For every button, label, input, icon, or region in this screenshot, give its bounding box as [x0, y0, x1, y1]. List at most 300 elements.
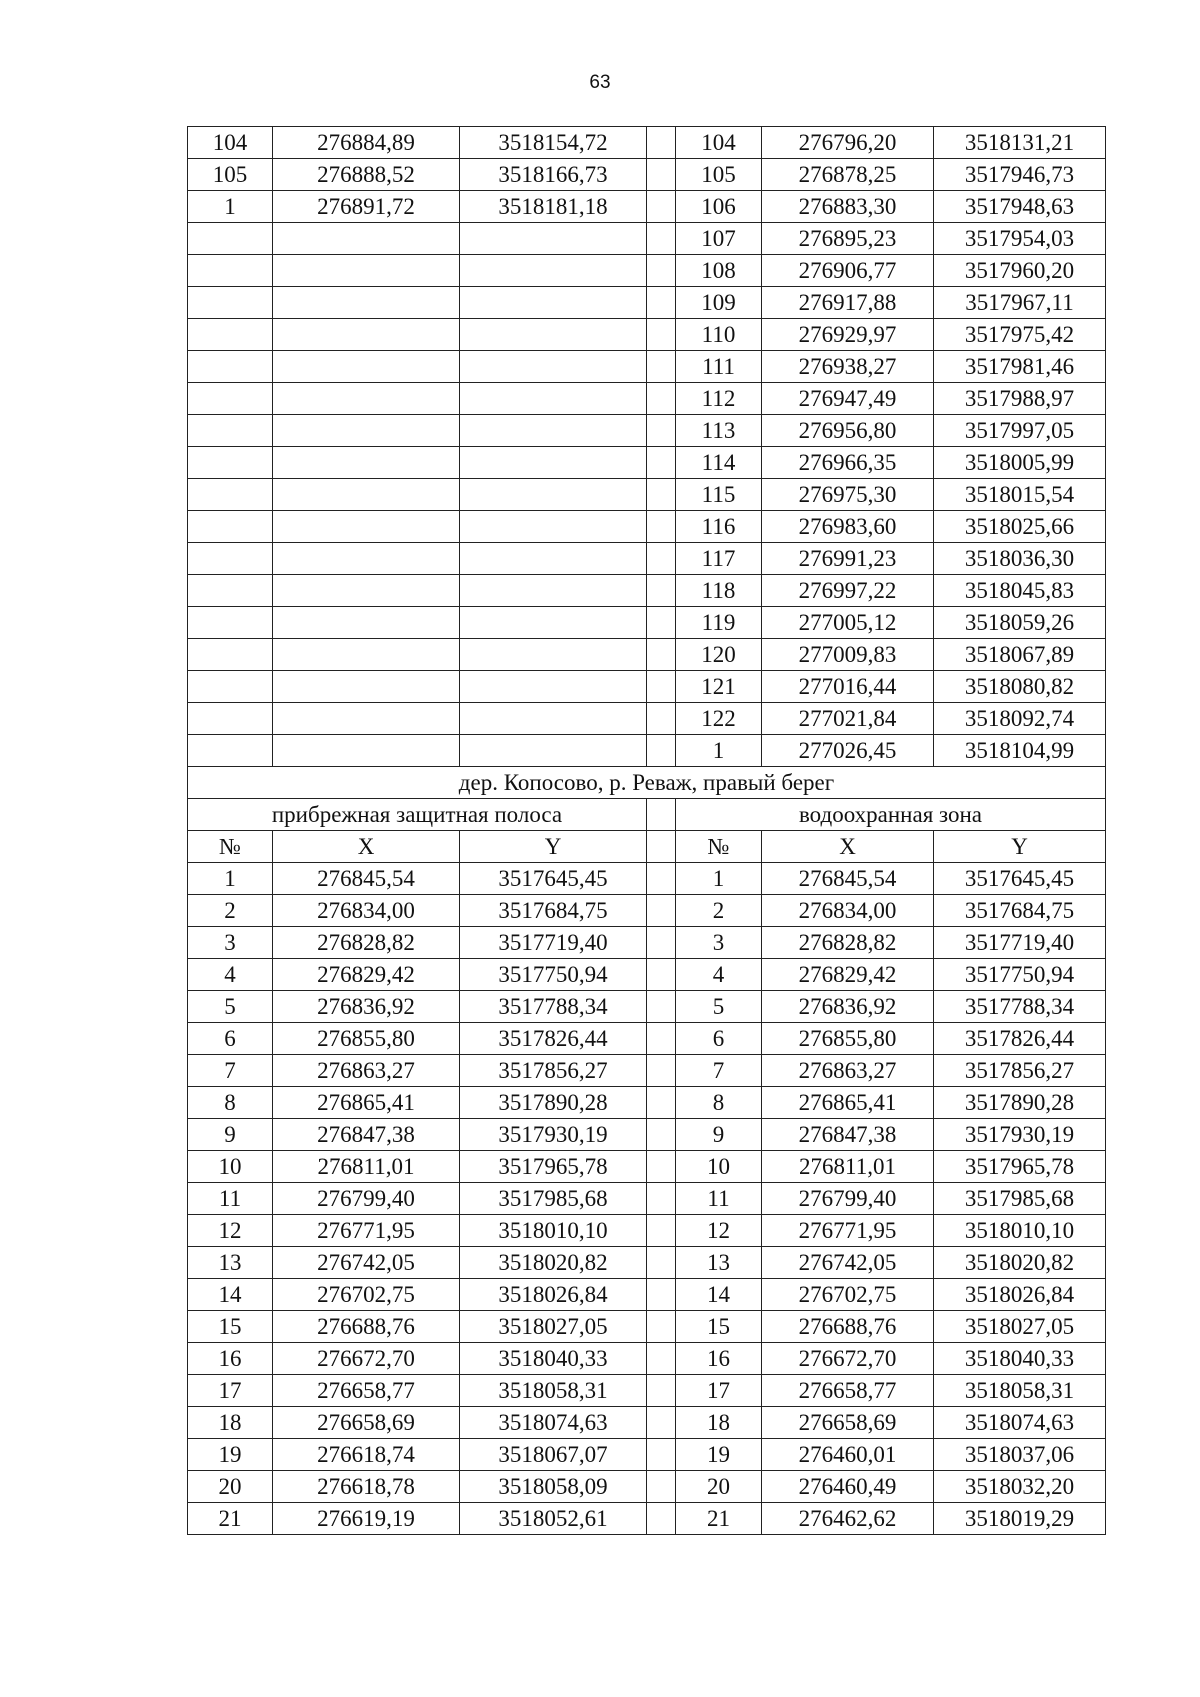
table-row — [188, 159, 1106, 191]
right-point-number-cell: 106 — [676, 191, 762, 223]
left-x-coordinate-cell: 276834,00 — [273, 895, 460, 927]
right-y-coordinate-cell: 3517750,94 — [934, 959, 1106, 991]
left-point-number-cell — [188, 351, 273, 383]
table-row — [188, 607, 1106, 639]
table-row — [188, 1311, 1106, 1343]
right-point-number-cell: 115 — [676, 479, 762, 511]
right-point-number-cell: 8 — [676, 1087, 762, 1119]
right-x-coordinate-cell: 276997,22 — [762, 575, 934, 607]
gap-cell — [647, 895, 676, 927]
left-point-number-cell: 5 — [188, 991, 273, 1023]
left-x-coordinate-cell — [273, 575, 460, 607]
table-row — [188, 383, 1106, 415]
left-y-coordinate-cell — [460, 255, 647, 287]
gap-cell — [647, 735, 676, 767]
right-x-coordinate-cell: 276956,80 — [762, 415, 934, 447]
table-row — [188, 895, 1106, 927]
gap-cell — [647, 1087, 676, 1119]
table-row — [188, 1375, 1106, 1407]
left-x-coordinate-cell — [273, 255, 460, 287]
right-y-coordinate-cell: 3517890,28 — [934, 1087, 1106, 1119]
right-point-number-cell: 21 — [676, 1503, 762, 1535]
left-y-coordinate-cell — [460, 447, 647, 479]
left-y-coordinate-cell — [460, 607, 647, 639]
right-y-coordinate-cell: 3518025,66 — [934, 511, 1106, 543]
right-x-coordinate-cell: 276771,95 — [762, 1215, 934, 1247]
right-point-number-cell: 109 — [676, 287, 762, 319]
left-y-coordinate-cell: 3518020,82 — [460, 1247, 647, 1279]
gap-cell — [647, 1055, 676, 1087]
left-x-coordinate-cell: 276891,72 — [273, 191, 460, 223]
left-y-coordinate-cell: 3517826,44 — [460, 1023, 647, 1055]
left-x-coordinate-cell: 276619,19 — [273, 1503, 460, 1535]
left-x-coordinate-cell — [273, 287, 460, 319]
right-y-coordinate-cell: 3518058,31 — [934, 1375, 1106, 1407]
left-x-coordinate-cell: 276799,40 — [273, 1183, 460, 1215]
gap-cell — [647, 927, 676, 959]
zone-heading-row — [188, 799, 1106, 831]
right-x-coordinate-cell: 276460,01 — [762, 1439, 934, 1471]
right-point-number-cell: 14 — [676, 1279, 762, 1311]
right-point-number-cell: 4 — [676, 959, 762, 991]
left-point-number-cell: 8 — [188, 1087, 273, 1119]
right-x-coordinate-cell: 276796,20 — [762, 127, 934, 159]
gap-cell — [647, 863, 676, 895]
gap-cell — [647, 255, 676, 287]
left-x-coordinate-cell: 276865,41 — [273, 1087, 460, 1119]
left-x-coordinate-cell: 276742,05 — [273, 1247, 460, 1279]
gap-cell — [647, 1407, 676, 1439]
left-y-coordinate-cell: 3518166,73 — [460, 159, 647, 191]
left-point-number-cell — [188, 607, 273, 639]
gap-cell — [647, 799, 676, 831]
right-point-number-cell: 118 — [676, 575, 762, 607]
right-point-number-cell: 17 — [676, 1375, 762, 1407]
left-point-number-cell: 11 — [188, 1183, 273, 1215]
table-row — [188, 351, 1106, 383]
left-point-number-cell: 14 — [188, 1279, 273, 1311]
left-zone-heading: прибрежная защитная полоса — [188, 799, 647, 831]
left-x-coordinate-cell: 276847,38 — [273, 1119, 460, 1151]
right-point-number-cell: 1 — [676, 863, 762, 895]
left-y-coordinate-cell — [460, 671, 647, 703]
right-x-coordinate-cell: 276917,88 — [762, 287, 934, 319]
left-point-number-cell: 7 — [188, 1055, 273, 1087]
right-point-number-cell: 7 — [676, 1055, 762, 1087]
table-row — [188, 1183, 1106, 1215]
gap-cell — [647, 287, 676, 319]
gap-cell — [647, 671, 676, 703]
right-point-number-cell: 110 — [676, 319, 762, 351]
left-y-coordinate-cell: 3517930,19 — [460, 1119, 647, 1151]
right-x-coordinate-cell: 276906,77 — [762, 255, 934, 287]
left-y-header: Y — [460, 831, 647, 863]
left-y-coordinate-cell: 3518027,05 — [460, 1311, 647, 1343]
table-row — [188, 1119, 1106, 1151]
table-row — [188, 1151, 1106, 1183]
gap-cell — [647, 1119, 676, 1151]
left-y-coordinate-cell: 3517856,27 — [460, 1055, 647, 1087]
left-point-number-cell: 21 — [188, 1503, 273, 1535]
left-point-number-cell — [188, 319, 273, 351]
right-point-number-cell: 13 — [676, 1247, 762, 1279]
left-x-coordinate-cell: 276828,82 — [273, 927, 460, 959]
left-y-coordinate-cell — [460, 223, 647, 255]
left-point-number-cell — [188, 383, 273, 415]
right-point-number-cell: 113 — [676, 415, 762, 447]
left-y-coordinate-cell: 3518058,31 — [460, 1375, 647, 1407]
left-y-coordinate-cell — [460, 415, 647, 447]
gap-cell — [647, 703, 676, 735]
left-x-coordinate-cell — [273, 639, 460, 671]
left-y-coordinate-cell — [460, 351, 647, 383]
left-y-coordinate-cell: 3518040,33 — [460, 1343, 647, 1375]
left-x-coordinate-cell: 276688,76 — [273, 1311, 460, 1343]
left-x-coordinate-cell — [273, 479, 460, 511]
right-y-coordinate-cell: 3517967,11 — [934, 287, 1106, 319]
left-x-coordinate-cell — [273, 543, 460, 575]
right-point-number-cell: 114 — [676, 447, 762, 479]
right-x-coordinate-cell: 276929,97 — [762, 319, 934, 351]
left-point-number-cell: 10 — [188, 1151, 273, 1183]
right-point-number-cell: 120 — [676, 639, 762, 671]
gap-cell — [647, 127, 676, 159]
left-point-number-cell — [188, 223, 273, 255]
right-x-header: X — [762, 831, 934, 863]
right-point-number-cell: 12 — [676, 1215, 762, 1247]
left-point-number-cell: 15 — [188, 1311, 273, 1343]
table-row — [188, 1215, 1106, 1247]
section-title: дер. Копосово, р. Реваж, правый берег — [188, 767, 1106, 799]
gap-cell — [647, 831, 676, 863]
left-y-coordinate-cell — [460, 319, 647, 351]
right-y-coordinate-cell: 3518092,74 — [934, 703, 1106, 735]
table-row — [188, 735, 1106, 767]
gap-cell — [647, 1247, 676, 1279]
table-row — [188, 575, 1106, 607]
table-row — [188, 319, 1106, 351]
left-x-header: X — [273, 831, 460, 863]
gap-cell — [647, 575, 676, 607]
right-point-number-cell: 122 — [676, 703, 762, 735]
left-point-number-cell: 19 — [188, 1439, 273, 1471]
table-row — [188, 1087, 1106, 1119]
left-x-coordinate-cell — [273, 511, 460, 543]
table-row — [188, 511, 1106, 543]
gap-cell — [647, 1183, 676, 1215]
right-point-number-cell: 6 — [676, 1023, 762, 1055]
gap-cell — [647, 319, 676, 351]
table-row — [188, 639, 1106, 671]
top-section-rows — [188, 127, 1106, 767]
left-y-coordinate-cell: 3517719,40 — [460, 927, 647, 959]
bottom-section-rows — [188, 863, 1106, 1535]
left-y-coordinate-cell: 3517788,34 — [460, 991, 647, 1023]
right-x-coordinate-cell: 276845,54 — [762, 863, 934, 895]
table-row — [188, 1343, 1106, 1375]
right-y-coordinate-cell: 3517719,40 — [934, 927, 1106, 959]
right-y-coordinate-cell: 3518020,82 — [934, 1247, 1106, 1279]
left-y-coordinate-cell — [460, 575, 647, 607]
coordinates-table — [187, 126, 1106, 1535]
right-y-coordinate-cell: 3518045,83 — [934, 575, 1106, 607]
right-x-coordinate-cell: 277009,83 — [762, 639, 934, 671]
gap-cell — [647, 351, 676, 383]
left-point-number-cell — [188, 447, 273, 479]
right-point-number-cell: 121 — [676, 671, 762, 703]
right-x-coordinate-cell: 276702,75 — [762, 1279, 934, 1311]
left-x-coordinate-cell: 276658,69 — [273, 1407, 460, 1439]
gap-cell — [647, 447, 676, 479]
right-point-number-cell: 16 — [676, 1343, 762, 1375]
right-y-coordinate-cell: 3517997,05 — [934, 415, 1106, 447]
right-y-coordinate-cell: 3518059,26 — [934, 607, 1106, 639]
right-y-coordinate-cell: 3517856,27 — [934, 1055, 1106, 1087]
left-point-number-cell — [188, 639, 273, 671]
table-row — [188, 863, 1106, 895]
right-x-coordinate-cell: 276462,62 — [762, 1503, 934, 1535]
right-y-coordinate-cell: 3517930,19 — [934, 1119, 1106, 1151]
right-x-coordinate-cell: 276895,23 — [762, 223, 934, 255]
left-x-coordinate-cell — [273, 447, 460, 479]
right-point-number-cell: 3 — [676, 927, 762, 959]
right-point-number-cell: 18 — [676, 1407, 762, 1439]
left-point-number-cell: 104 — [188, 127, 273, 159]
right-x-coordinate-cell: 277026,45 — [762, 735, 934, 767]
right-y-coordinate-cell: 3517954,03 — [934, 223, 1106, 255]
right-y-coordinate-cell: 3518104,99 — [934, 735, 1106, 767]
left-y-coordinate-cell: 3518010,10 — [460, 1215, 647, 1247]
right-y-coordinate-cell: 3517684,75 — [934, 895, 1106, 927]
right-y-coordinate-cell: 3517981,46 — [934, 351, 1106, 383]
left-x-coordinate-cell — [273, 671, 460, 703]
gap-cell — [647, 1311, 676, 1343]
right-y-coordinate-cell: 3517645,45 — [934, 863, 1106, 895]
table-row — [188, 991, 1106, 1023]
right-y-coordinate-cell: 3518067,89 — [934, 639, 1106, 671]
right-point-number-cell: 9 — [676, 1119, 762, 1151]
left-point-number-cell — [188, 287, 273, 319]
left-y-coordinate-cell: 3518052,61 — [460, 1503, 647, 1535]
left-point-number-cell — [188, 415, 273, 447]
section-title-row — [188, 767, 1106, 799]
left-y-coordinate-cell: 3517890,28 — [460, 1087, 647, 1119]
left-y-coordinate-cell — [460, 703, 647, 735]
right-y-coordinate-cell: 3517946,73 — [934, 159, 1106, 191]
gap-cell — [647, 383, 676, 415]
right-point-number-cell: 5 — [676, 991, 762, 1023]
left-num-header: № — [188, 831, 273, 863]
right-point-number-cell: 11 — [676, 1183, 762, 1215]
right-point-number-cell: 2 — [676, 895, 762, 927]
left-point-number-cell — [188, 479, 273, 511]
left-x-coordinate-cell — [273, 703, 460, 735]
table-row — [188, 1055, 1106, 1087]
left-point-number-cell: 9 — [188, 1119, 273, 1151]
left-x-coordinate-cell: 276702,75 — [273, 1279, 460, 1311]
left-y-coordinate-cell — [460, 511, 647, 543]
gap-cell — [647, 639, 676, 671]
right-y-coordinate-cell: 3518080,82 — [934, 671, 1106, 703]
right-point-number-cell: 111 — [676, 351, 762, 383]
right-x-coordinate-cell: 276834,00 — [762, 895, 934, 927]
table-row — [188, 959, 1106, 991]
gap-cell — [647, 1279, 676, 1311]
right-x-coordinate-cell: 276658,77 — [762, 1375, 934, 1407]
table-row — [188, 447, 1106, 479]
left-y-coordinate-cell — [460, 383, 647, 415]
right-x-coordinate-cell: 276865,41 — [762, 1087, 934, 1119]
left-point-number-cell: 6 — [188, 1023, 273, 1055]
left-point-number-cell: 16 — [188, 1343, 273, 1375]
left-point-number-cell: 3 — [188, 927, 273, 959]
right-x-coordinate-cell: 276975,30 — [762, 479, 934, 511]
left-point-number-cell — [188, 703, 273, 735]
table-row — [188, 191, 1106, 223]
left-y-coordinate-cell: 3518067,07 — [460, 1439, 647, 1471]
right-point-number-cell: 105 — [676, 159, 762, 191]
right-point-number-cell: 15 — [676, 1311, 762, 1343]
table-row — [188, 927, 1106, 959]
left-y-coordinate-cell — [460, 543, 647, 575]
right-x-coordinate-cell: 276658,69 — [762, 1407, 934, 1439]
left-y-coordinate-cell: 3517965,78 — [460, 1151, 647, 1183]
right-x-coordinate-cell: 277016,44 — [762, 671, 934, 703]
left-point-number-cell: 13 — [188, 1247, 273, 1279]
right-num-header: № — [676, 831, 762, 863]
right-y-coordinate-cell: 3517985,68 — [934, 1183, 1106, 1215]
right-point-number-cell: 107 — [676, 223, 762, 255]
left-y-coordinate-cell: 3517985,68 — [460, 1183, 647, 1215]
left-point-number-cell: 12 — [188, 1215, 273, 1247]
right-x-coordinate-cell: 276883,30 — [762, 191, 934, 223]
left-x-coordinate-cell: 276855,80 — [273, 1023, 460, 1055]
gap-cell — [647, 415, 676, 447]
right-point-number-cell: 1 — [676, 735, 762, 767]
left-point-number-cell — [188, 575, 273, 607]
left-x-coordinate-cell: 276771,95 — [273, 1215, 460, 1247]
table-row — [188, 287, 1106, 319]
left-x-coordinate-cell: 276863,27 — [273, 1055, 460, 1087]
table-row — [188, 543, 1106, 575]
left-point-number-cell — [188, 255, 273, 287]
gap-cell — [647, 479, 676, 511]
right-x-coordinate-cell: 276799,40 — [762, 1183, 934, 1215]
right-zone-heading: водоохранная зона — [676, 799, 1106, 831]
left-x-coordinate-cell: 276888,52 — [273, 159, 460, 191]
left-y-coordinate-cell: 3518181,18 — [460, 191, 647, 223]
table-row — [188, 1471, 1106, 1503]
left-y-coordinate-cell: 3517684,75 — [460, 895, 647, 927]
left-point-number-cell: 18 — [188, 1407, 273, 1439]
right-point-number-cell: 108 — [676, 255, 762, 287]
left-y-coordinate-cell — [460, 479, 647, 511]
right-y-coordinate-cell: 3518131,21 — [934, 127, 1106, 159]
right-y-coordinate-cell: 3518010,10 — [934, 1215, 1106, 1247]
left-x-coordinate-cell: 276618,78 — [273, 1471, 460, 1503]
right-x-coordinate-cell: 276966,35 — [762, 447, 934, 479]
right-y-coordinate-cell: 3517788,34 — [934, 991, 1106, 1023]
table-row — [188, 703, 1106, 735]
right-x-coordinate-cell: 276672,70 — [762, 1343, 934, 1375]
right-x-coordinate-cell: 276938,27 — [762, 351, 934, 383]
left-point-number-cell: 1 — [188, 863, 273, 895]
page-number: 63 — [589, 72, 611, 93]
left-point-number-cell — [188, 511, 273, 543]
right-point-number-cell: 20 — [676, 1471, 762, 1503]
left-y-coordinate-cell: 3518026,84 — [460, 1279, 647, 1311]
right-y-coordinate-cell: 3517948,63 — [934, 191, 1106, 223]
right-x-coordinate-cell: 276947,49 — [762, 383, 934, 415]
table-row — [188, 1247, 1106, 1279]
left-point-number-cell — [188, 671, 273, 703]
column-header-row — [188, 831, 1106, 863]
left-x-coordinate-cell: 276618,74 — [273, 1439, 460, 1471]
right-y-header: Y — [934, 831, 1106, 863]
right-y-coordinate-cell: 3518005,99 — [934, 447, 1106, 479]
gap-cell — [647, 959, 676, 991]
gap-cell — [647, 159, 676, 191]
right-x-coordinate-cell: 276847,38 — [762, 1119, 934, 1151]
left-y-coordinate-cell: 3518154,72 — [460, 127, 647, 159]
table-row — [188, 1407, 1106, 1439]
right-y-coordinate-cell: 3518037,06 — [934, 1439, 1106, 1471]
left-x-coordinate-cell — [273, 383, 460, 415]
left-x-coordinate-cell — [273, 351, 460, 383]
right-x-coordinate-cell: 277021,84 — [762, 703, 934, 735]
gap-cell — [647, 1471, 676, 1503]
right-x-coordinate-cell: 276836,92 — [762, 991, 934, 1023]
left-point-number-cell: 1 — [188, 191, 273, 223]
left-point-number-cell: 105 — [188, 159, 273, 191]
right-x-coordinate-cell: 276742,05 — [762, 1247, 934, 1279]
left-y-coordinate-cell — [460, 639, 647, 671]
right-point-number-cell: 104 — [676, 127, 762, 159]
gap-cell — [647, 1151, 676, 1183]
right-y-coordinate-cell: 3517975,42 — [934, 319, 1106, 351]
right-y-coordinate-cell: 3517960,20 — [934, 255, 1106, 287]
table-row — [188, 255, 1106, 287]
left-x-coordinate-cell: 276836,92 — [273, 991, 460, 1023]
left-x-coordinate-cell — [273, 223, 460, 255]
gap-cell — [647, 543, 676, 575]
table-row — [188, 1439, 1106, 1471]
gap-cell — [647, 223, 676, 255]
right-y-coordinate-cell: 3517965,78 — [934, 1151, 1106, 1183]
right-x-coordinate-cell: 276863,27 — [762, 1055, 934, 1087]
table-row — [188, 127, 1106, 159]
gap-cell — [647, 191, 676, 223]
table-row — [188, 1023, 1106, 1055]
right-x-coordinate-cell: 276688,76 — [762, 1311, 934, 1343]
gap-cell — [647, 1215, 676, 1247]
left-x-coordinate-cell — [273, 319, 460, 351]
right-y-coordinate-cell: 3518032,20 — [934, 1471, 1106, 1503]
left-y-coordinate-cell — [460, 287, 647, 319]
left-x-coordinate-cell: 276845,54 — [273, 863, 460, 895]
left-y-coordinate-cell: 3518074,63 — [460, 1407, 647, 1439]
left-x-coordinate-cell: 276658,77 — [273, 1375, 460, 1407]
left-y-coordinate-cell: 3517645,45 — [460, 863, 647, 895]
left-point-number-cell: 20 — [188, 1471, 273, 1503]
table-row — [188, 415, 1106, 447]
left-point-number-cell: 17 — [188, 1375, 273, 1407]
left-y-coordinate-cell: 3517750,94 — [460, 959, 647, 991]
gap-cell — [647, 1439, 676, 1471]
table-row — [188, 1503, 1106, 1535]
left-point-number-cell — [188, 735, 273, 767]
left-y-coordinate-cell — [460, 735, 647, 767]
